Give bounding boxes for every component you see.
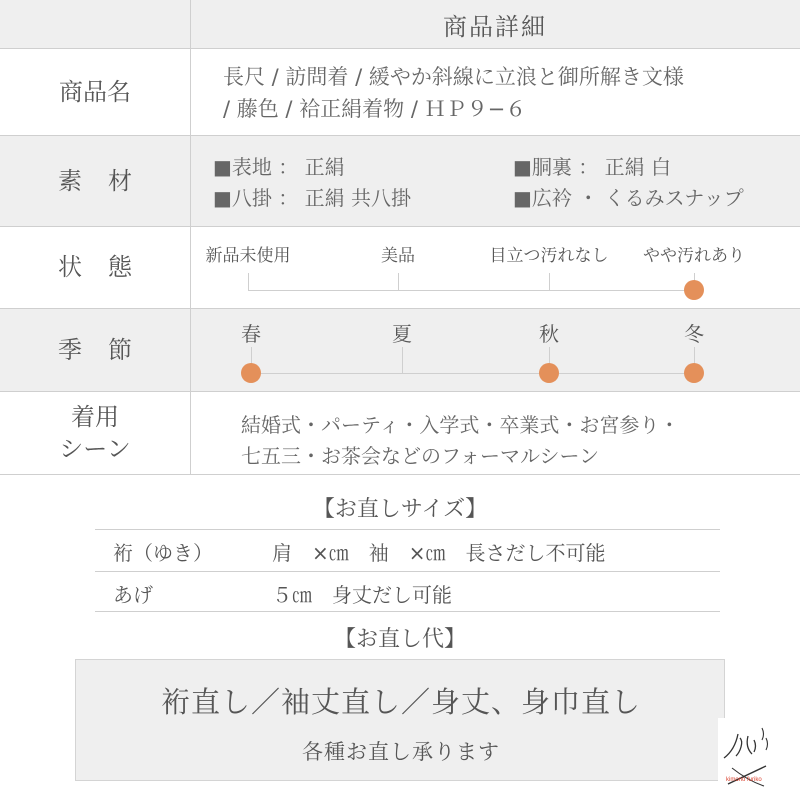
size-value-yuki: 肩 ×㎝ 袖 ×㎝ 長さだし不可能 xyxy=(272,541,606,565)
alteration-fee-sub: 各種お直し承ります xyxy=(302,740,500,764)
row-label-material xyxy=(0,136,190,226)
occasion-line1: 結婚式・パーティ・入学式・卒業式・お宮参り・ xyxy=(241,413,680,437)
material-item: ■広衿 ・ くるみスナップ xyxy=(513,186,744,210)
label-text: シーン xyxy=(59,434,131,463)
season-selected-dot xyxy=(684,363,704,383)
season-tick xyxy=(402,347,403,373)
alteration-fee-box xyxy=(75,659,725,781)
label-text: 素材 xyxy=(58,167,158,195)
season-option: 冬 xyxy=(684,322,704,346)
divider xyxy=(95,529,720,530)
material-item: ■表地 ： 正絹 xyxy=(213,155,345,179)
row-label-occasion xyxy=(0,391,190,474)
row-label-condition xyxy=(0,226,190,308)
column-divider xyxy=(190,0,191,475)
divider xyxy=(0,474,800,475)
condition-selected-dot xyxy=(684,280,704,300)
condition-scale-line xyxy=(248,290,694,291)
label-text: 状態 xyxy=(58,253,158,281)
label-text: 季節 xyxy=(58,335,158,364)
condition-option: 新品未使用 xyxy=(205,246,291,266)
row-label-season xyxy=(0,308,190,391)
condition-option: 目立つ汚れなし xyxy=(489,246,609,266)
condition-tick xyxy=(248,273,249,290)
size-value-age: ５㎝ 身丈だし可能 xyxy=(272,583,452,607)
size-label-yuki: 裄（ゆき） xyxy=(113,541,213,565)
divider xyxy=(95,571,720,572)
season-selected-dot xyxy=(539,363,559,383)
label-text: 商品名 xyxy=(59,78,131,106)
row-label-name xyxy=(0,48,190,136)
label-text: 着用 xyxy=(71,402,119,431)
brand-logo xyxy=(718,718,780,790)
material-item: ■胴裏 ： 正絹 白 xyxy=(513,155,671,179)
occasion-line2: 七五三・お茶会などのフォーマルシーン xyxy=(241,444,600,468)
product-name-line1: 長尺 / 訪問着 / 緩やか斜線に立浪と御所解き文様 xyxy=(223,65,684,89)
season-option: 秋 xyxy=(539,322,559,346)
alteration-size-title: 【お直しサイズ】 xyxy=(312,497,488,522)
alteration-fee-title: 【お直し代】 xyxy=(333,627,466,652)
product-name-line2: / 藤色 / 袷正絹着物 / ＨＰ９−６ xyxy=(223,97,527,121)
season-option: 夏 xyxy=(392,322,412,346)
material-item: ■八掛 ： 正絹 共八掛 xyxy=(213,186,411,210)
season-selected-dot xyxy=(241,363,261,383)
season-scale-line xyxy=(251,373,694,374)
condition-option: 美品 xyxy=(381,246,415,266)
condition-option: やや汚れあり xyxy=(643,246,745,266)
condition-tick xyxy=(549,273,550,290)
alteration-fee-main: 裄直し／袖丈直し／身丈、身巾直し xyxy=(160,685,641,719)
page-title: 商品詳細 xyxy=(443,12,547,41)
season-option: 春 xyxy=(241,322,261,346)
brand-logo-text: kimono furiko xyxy=(726,777,762,783)
condition-tick xyxy=(398,273,399,290)
size-label-age: あげ xyxy=(113,583,153,607)
divider xyxy=(95,611,720,612)
